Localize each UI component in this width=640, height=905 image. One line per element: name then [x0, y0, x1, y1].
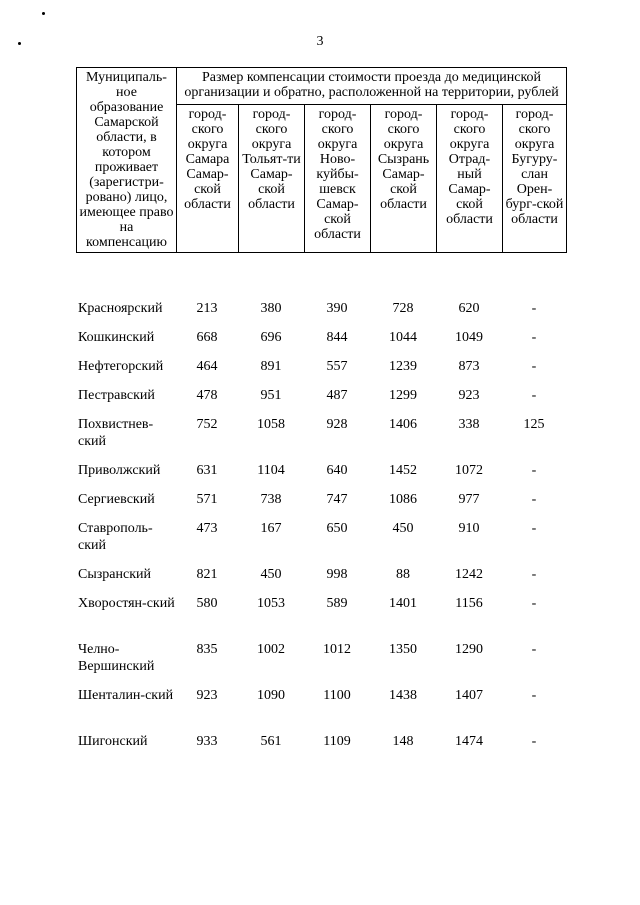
compensation-value: - — [531, 596, 537, 611]
compensation-value: 640 — [326, 463, 348, 478]
compensation-value: 167 — [260, 521, 282, 536]
compensation-value: 450 — [392, 521, 414, 536]
header-column: город-ского округа Отрад-ный Самар-ской области — [437, 105, 503, 253]
compensation-value: 88 — [396, 567, 410, 582]
compensation-value: - — [531, 688, 537, 703]
compensation-value: 1242 — [455, 567, 483, 582]
compensation-value: 338 — [458, 417, 480, 432]
compensation-value: 631 — [196, 463, 218, 478]
compensation-value: 1012 — [323, 642, 351, 657]
municipality-name: Шенталин-ский — [78, 688, 174, 703]
compensation-value: 835 — [196, 642, 218, 657]
compensation-value: 1104 — [257, 463, 285, 478]
compensation-table-body — [76, 300, 566, 762]
compensation-value: - — [531, 463, 537, 478]
table-row — [76, 687, 566, 733]
table-row — [76, 520, 566, 566]
compensation-value: 1290 — [455, 642, 483, 657]
compensation-value: 148 — [392, 734, 414, 749]
compensation-value: - — [531, 388, 537, 403]
compensation-value: 1156 — [455, 596, 483, 611]
municipality-name: Кошкинский — [78, 330, 155, 345]
compensation-value: 450 — [260, 567, 282, 582]
table-row — [76, 329, 566, 358]
compensation-value: 728 — [392, 301, 414, 316]
compensation-value: 125 — [523, 417, 545, 432]
compensation-value: - — [531, 567, 537, 582]
municipality-name: Сергиевский — [78, 492, 155, 507]
compensation-value: - — [531, 734, 537, 749]
compensation-value: 821 — [196, 567, 218, 582]
compensation-value: 923 — [196, 688, 218, 703]
compensation-value: 1299 — [389, 388, 417, 403]
compensation-value: 928 — [326, 417, 348, 432]
table-row — [76, 733, 566, 762]
compensation-value: 1239 — [389, 359, 417, 374]
compensation-value: - — [531, 521, 537, 536]
header-column: город-ского округа Сызрань Самар-ской области — [371, 105, 437, 253]
compensation-value: 571 — [196, 492, 218, 507]
compensation-value: 1401 — [389, 596, 417, 611]
table-row — [76, 566, 566, 595]
table-row — [76, 595, 566, 641]
compensation-value: 951 — [260, 388, 282, 403]
compensation-value: 668 — [196, 330, 218, 345]
compensation-value: - — [531, 492, 537, 507]
compensation-value: 977 — [458, 492, 480, 507]
table-row — [76, 641, 566, 687]
compensation-value: 1090 — [257, 688, 285, 703]
municipality-name: Красноярский — [78, 301, 163, 316]
compensation-value: 1049 — [455, 330, 483, 345]
table-row — [76, 491, 566, 520]
compensation-value: 747 — [326, 492, 348, 507]
municipality-name: Нефтегорский — [78, 359, 164, 374]
compensation-value: 1058 — [257, 417, 285, 432]
municipality-name: Хворостян-ский — [78, 596, 175, 611]
compensation-value: 923 — [458, 388, 480, 403]
municipality-name: Похвистнев-ский — [78, 417, 154, 449]
compensation-value: 1474 — [455, 734, 483, 749]
compensation-value: 933 — [196, 734, 218, 749]
table-row — [76, 416, 566, 462]
compensation-value: 1407 — [455, 688, 483, 703]
compensation-value: 1438 — [389, 688, 417, 703]
compensation-value: 1002 — [257, 642, 285, 657]
municipality-name: Челно-Вершинский — [78, 642, 155, 674]
table-row — [76, 387, 566, 416]
compensation-value: 1406 — [389, 417, 417, 432]
municipality-name: Ставрополь-ский — [78, 521, 153, 553]
header-column: город-ского округа Ново-куйбы-шевск Самар-ской области — [305, 105, 371, 253]
compensation-value: 1044 — [389, 330, 417, 345]
compensation-value: 580 — [196, 596, 218, 611]
compensation-value: 1053 — [257, 596, 285, 611]
compensation-value: 464 — [196, 359, 218, 374]
header-compensation: Размер компенсации стоимости проезда до медицинской организации и обратно, расположенной на территории, рублей — [177, 68, 567, 105]
compensation-value: 696 — [260, 330, 282, 345]
page-number: 3 — [316, 34, 324, 49]
compensation-value: 1452 — [389, 463, 417, 478]
compensation-value: 891 — [260, 359, 282, 374]
compensation-value: 1109 — [323, 734, 351, 749]
compensation-value: 380 — [260, 301, 282, 316]
compensation-value: 478 — [196, 388, 218, 403]
compensation-value: 910 — [458, 521, 480, 536]
compensation-value: - — [531, 301, 537, 316]
compensation-value: 873 — [458, 359, 480, 374]
compensation-value: 487 — [326, 388, 348, 403]
compensation-value: 1086 — [389, 492, 417, 507]
compensation-value: 561 — [260, 734, 282, 749]
header-column: город-ского округа Бугуру-слан Орен-бург-ской области — [503, 105, 567, 253]
municipality-name: Пестравский — [78, 388, 155, 403]
compensation-value: 473 — [196, 521, 218, 536]
table-row — [76, 358, 566, 387]
compensation-value: 589 — [326, 596, 348, 611]
compensation-value: - — [531, 330, 537, 345]
compensation-table-header — [76, 67, 567, 253]
municipality-name: Сызранский — [78, 567, 151, 582]
compensation-value: 1072 — [455, 463, 483, 478]
header-column: город-ского округа Самара Самар-ской области — [177, 105, 239, 253]
compensation-value: - — [531, 642, 537, 657]
compensation-value: 752 — [196, 417, 218, 432]
table-row — [76, 462, 566, 491]
compensation-value: 1100 — [323, 688, 351, 703]
compensation-value: 650 — [326, 521, 348, 536]
table-row — [76, 300, 566, 329]
compensation-value: 844 — [326, 330, 348, 345]
compensation-value: 620 — [458, 301, 480, 316]
compensation-value: 1350 — [389, 642, 417, 657]
municipality-name: Шигонский — [78, 734, 148, 749]
compensation-value: 557 — [326, 359, 348, 374]
municipality-name: Приволжский — [78, 463, 161, 478]
compensation-value: 738 — [260, 492, 282, 507]
header-column: город-ского округа Тольят-ти Самар-ской области — [239, 105, 305, 253]
header-municipality: Муниципаль-ное образование Самарской области, в котором проживает (зарегистри-ровано) лицо, имеющее право на компенсацию — [77, 68, 177, 253]
compensation-value: - — [531, 359, 537, 374]
compensation-value: 998 — [326, 567, 348, 582]
compensation-value: 213 — [196, 301, 218, 316]
compensation-value: 390 — [326, 301, 348, 316]
scan-speck — [42, 12, 45, 15]
